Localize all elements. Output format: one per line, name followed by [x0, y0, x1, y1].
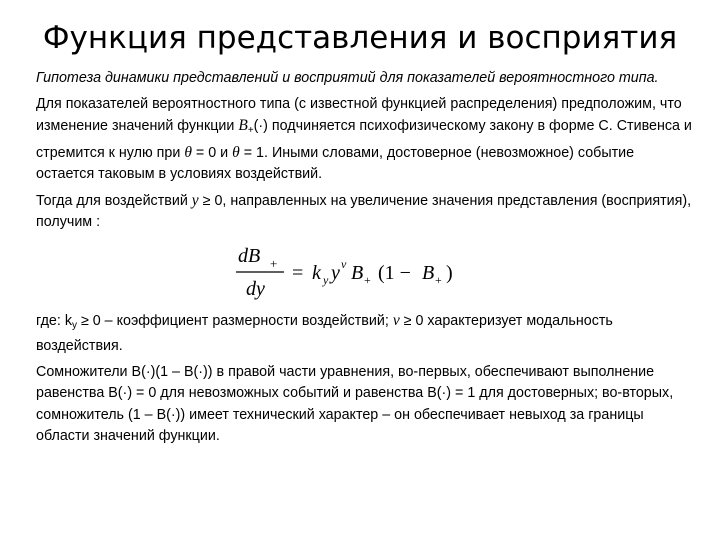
p4-a: Сомножители	[36, 363, 132, 380]
p2-b: ≥ 0, направленных на увеличение значения представления (восприятия), получим :	[36, 192, 692, 230]
slide-title: Функция представления и восприятия	[42, 20, 678, 56]
p3-a: где:	[36, 312, 65, 329]
symbol-B: B	[156, 406, 167, 423]
formula-B: B	[351, 261, 364, 284]
formula-k: k	[312, 261, 321, 284]
symbol-theta: θ	[232, 143, 240, 161]
paragraph-1	[36, 94, 692, 186]
paragraph-3	[36, 310, 692, 358]
formula	[36, 238, 692, 302]
p3-b: ≥ 0 – коэффициент размерности воздействий;	[76, 312, 393, 329]
formula-num-plus: +	[270, 255, 278, 271]
symbol-nu: ν	[392, 311, 400, 329]
p4-e: (·) = 1 для достоверных; во-вторых, сомножитель (1 –	[36, 385, 674, 423]
formula-equals: =	[292, 261, 304, 284]
symbol-theta: θ	[184, 143, 192, 161]
symbol-plus-sub: +	[247, 125, 254, 136]
p1-a: Для показателей вероятностного типа (с известной функцией распределения) предположим, что изменение значений функции	[36, 95, 682, 134]
paragraph-4	[36, 362, 692, 448]
p1-d: = 1. Иными словами, достоверное (невозможное) событие остается таковым в условиях воздействий.	[36, 144, 635, 182]
symbol-k: k	[64, 312, 72, 329]
symbol-y: y	[191, 191, 199, 209]
slide-content	[36, 68, 692, 452]
formula-one-minus: (1 −	[378, 261, 411, 284]
formula-y: y	[331, 261, 340, 284]
p4-c: (·)) в правой части уравнения, во-первых, обеспечивают выполнение равенства	[36, 363, 655, 401]
formula-svg	[232, 238, 512, 302]
formula-k-sub: y	[323, 272, 329, 287]
p3-c: ≥ 0 характеризует модальность воздействия.	[36, 312, 613, 354]
p1-c: = 0 и	[191, 144, 233, 161]
paragraph-2	[36, 190, 692, 234]
symbol-k-sub: y	[71, 319, 77, 331]
symbol-B: B	[131, 363, 142, 380]
p4-d: (·) = 0 для невозможных событий и равенства	[117, 385, 428, 401]
formula-nu: ν	[341, 256, 347, 271]
p1-b: (·) подчиняется психофизическому закону в форме С. Стивенса и стремится к нулю при	[36, 118, 692, 161]
formula-denominator: dy	[246, 277, 265, 300]
symbol-B: B	[238, 117, 248, 134]
formula-B2: B	[422, 261, 435, 284]
p2-a: Тогда для воздействий	[36, 192, 192, 209]
formula-numerator: dB	[238, 244, 261, 267]
symbol-B: B	[183, 363, 194, 380]
formula-B-sub: +	[364, 272, 371, 287]
symbol-B: B	[108, 385, 118, 401]
p4-f: (·)) имеет технический характер – он обеспечивает невыход за границы области значений функции.	[36, 406, 644, 444]
formula-close: )	[446, 261, 453, 284]
hypothesis-text: Гипотеза динамики представлений и восприятий для показателей вероятностного типа.	[36, 70, 659, 86]
symbol-B: B	[427, 385, 437, 401]
formula-B2-sub: +	[435, 272, 442, 287]
p4-b: (·)(1 –	[141, 363, 184, 380]
